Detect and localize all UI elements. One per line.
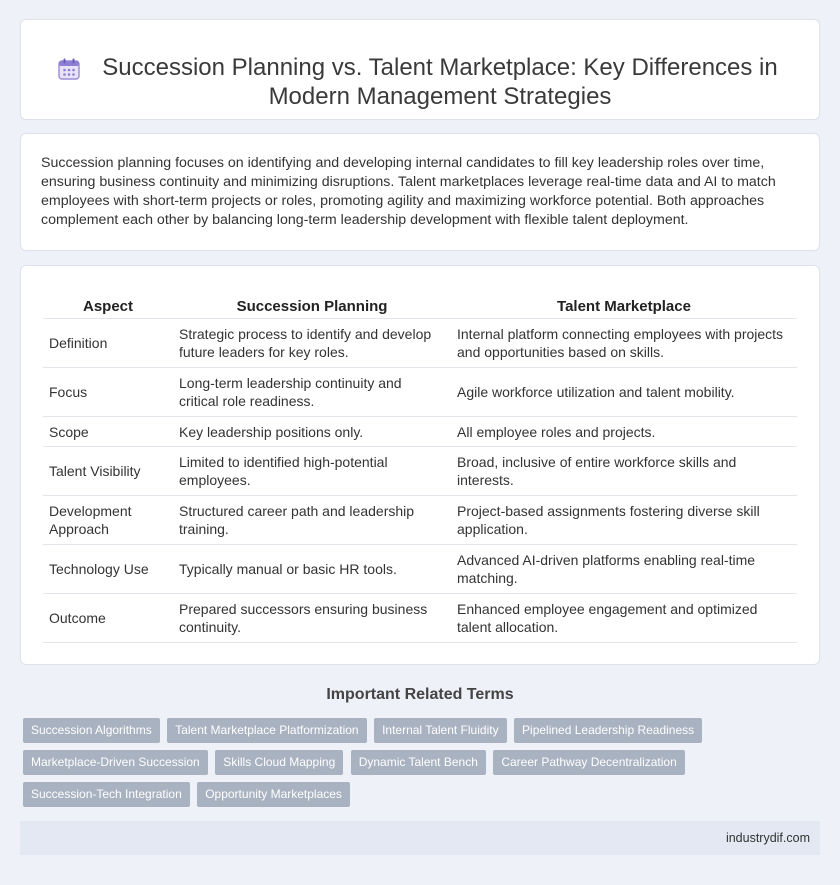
aspect-cell: Development Approach: [43, 496, 173, 545]
column-header-talent-marketplace: Talent Marketplace: [451, 290, 797, 319]
related-term-tag[interactable]: Pipelined Leadership Readiness: [514, 718, 702, 743]
related-term-tag[interactable]: Talent Marketplace Platformization: [167, 718, 366, 743]
aspect-cell: Focus: [43, 368, 173, 417]
table-row: [43, 368, 797, 417]
succession-cell: Long-term leadership continuity and critical role readiness.: [173, 368, 451, 417]
marketplace-cell: Advanced AI-driven platforms enabling real-time matching.: [451, 545, 797, 594]
related-term-tag[interactable]: Opportunity Marketplaces: [197, 782, 350, 807]
header-card: [20, 19, 820, 120]
succession-cell: Strategic process to identify and develop future leaders for key roles.: [173, 319, 451, 368]
related-term-tag[interactable]: Skills Cloud Mapping: [215, 750, 343, 775]
marketplace-cell: Broad, inclusive of entire workforce skills and interests.: [451, 447, 797, 496]
footer-site-link[interactable]: industrydif.com: [725, 831, 810, 845]
marketplace-cell: Enhanced employee engagement and optimized talent allocation.: [451, 594, 797, 643]
table-row: [43, 447, 797, 496]
table-row: [43, 594, 797, 643]
table-row: [43, 545, 797, 594]
intro-card: [20, 133, 820, 251]
succession-cell: Key leadership positions only.: [173, 417, 451, 447]
related-terms-title: Important Related Terms: [326, 686, 514, 703]
succession-cell: Typically manual or basic HR tools.: [173, 545, 451, 594]
marketplace-cell: Agile workforce utilization and talent mobility.: [451, 368, 797, 417]
related-term-tag[interactable]: Career Pathway Decentralization: [493, 750, 684, 775]
aspect-cell: Talent Visibility: [43, 447, 173, 496]
succession-cell: Structured career path and leadership training.: [173, 496, 451, 545]
marketplace-cell: All employee roles and projects.: [451, 417, 797, 447]
title-wrap: [50, 29, 790, 111]
footer: [20, 821, 820, 855]
aspect-cell: Scope: [43, 417, 173, 447]
related-term-tag[interactable]: Succession Algorithms: [23, 718, 160, 743]
table-row: [43, 417, 797, 447]
related-term-tag[interactable]: Dynamic Talent Bench: [351, 750, 486, 775]
related-terms-list: [23, 718, 723, 814]
marketplace-cell: Internal platform connecting employees with projects and opportunities based on skills.: [451, 319, 797, 368]
intro-paragraph: Succession planning focuses on identifying and developing internal candidates to fill key leadership roles over time, ensuring business continuity and minimizing disruptions. Talent marketplaces leverage real-time data and AI to match employees with short-term projects or roles, promoting agility and maximizing workforce potential. Both approaches complement each other by balancing long-term leadership development with flexible talent deployment.: [41, 155, 776, 228]
table-row: [43, 319, 797, 368]
comparison-table: [43, 290, 797, 643]
aspect-cell: Definition: [43, 319, 173, 368]
comparison-card: [20, 265, 820, 665]
table-header-row: [43, 290, 797, 319]
related-term-tag[interactable]: Internal Talent Fluidity: [374, 718, 507, 743]
succession-cell: Limited to identified high-potential employees.: [173, 447, 451, 496]
aspect-cell: Outcome: [43, 594, 173, 643]
page-title: Succession Planning vs. Talent Marketplace: Key Differences in Modern Management Strategies: [102, 53, 778, 110]
related-term-tag[interactable]: Marketplace-Driven Succession: [23, 750, 208, 775]
column-header-succession-planning: Succession Planning: [173, 290, 451, 319]
column-header-aspect: Aspect: [43, 290, 173, 319]
marketplace-cell: Project-based assignments fostering diverse skill application.: [451, 496, 797, 545]
succession-cell: Prepared successors ensuring business continuity.: [173, 594, 451, 643]
calendar-icon: [55, 55, 83, 83]
aspect-cell: Technology Use: [43, 545, 173, 594]
table-row: [43, 496, 797, 545]
related-term-tag[interactable]: Succession-Tech Integration: [23, 782, 190, 807]
